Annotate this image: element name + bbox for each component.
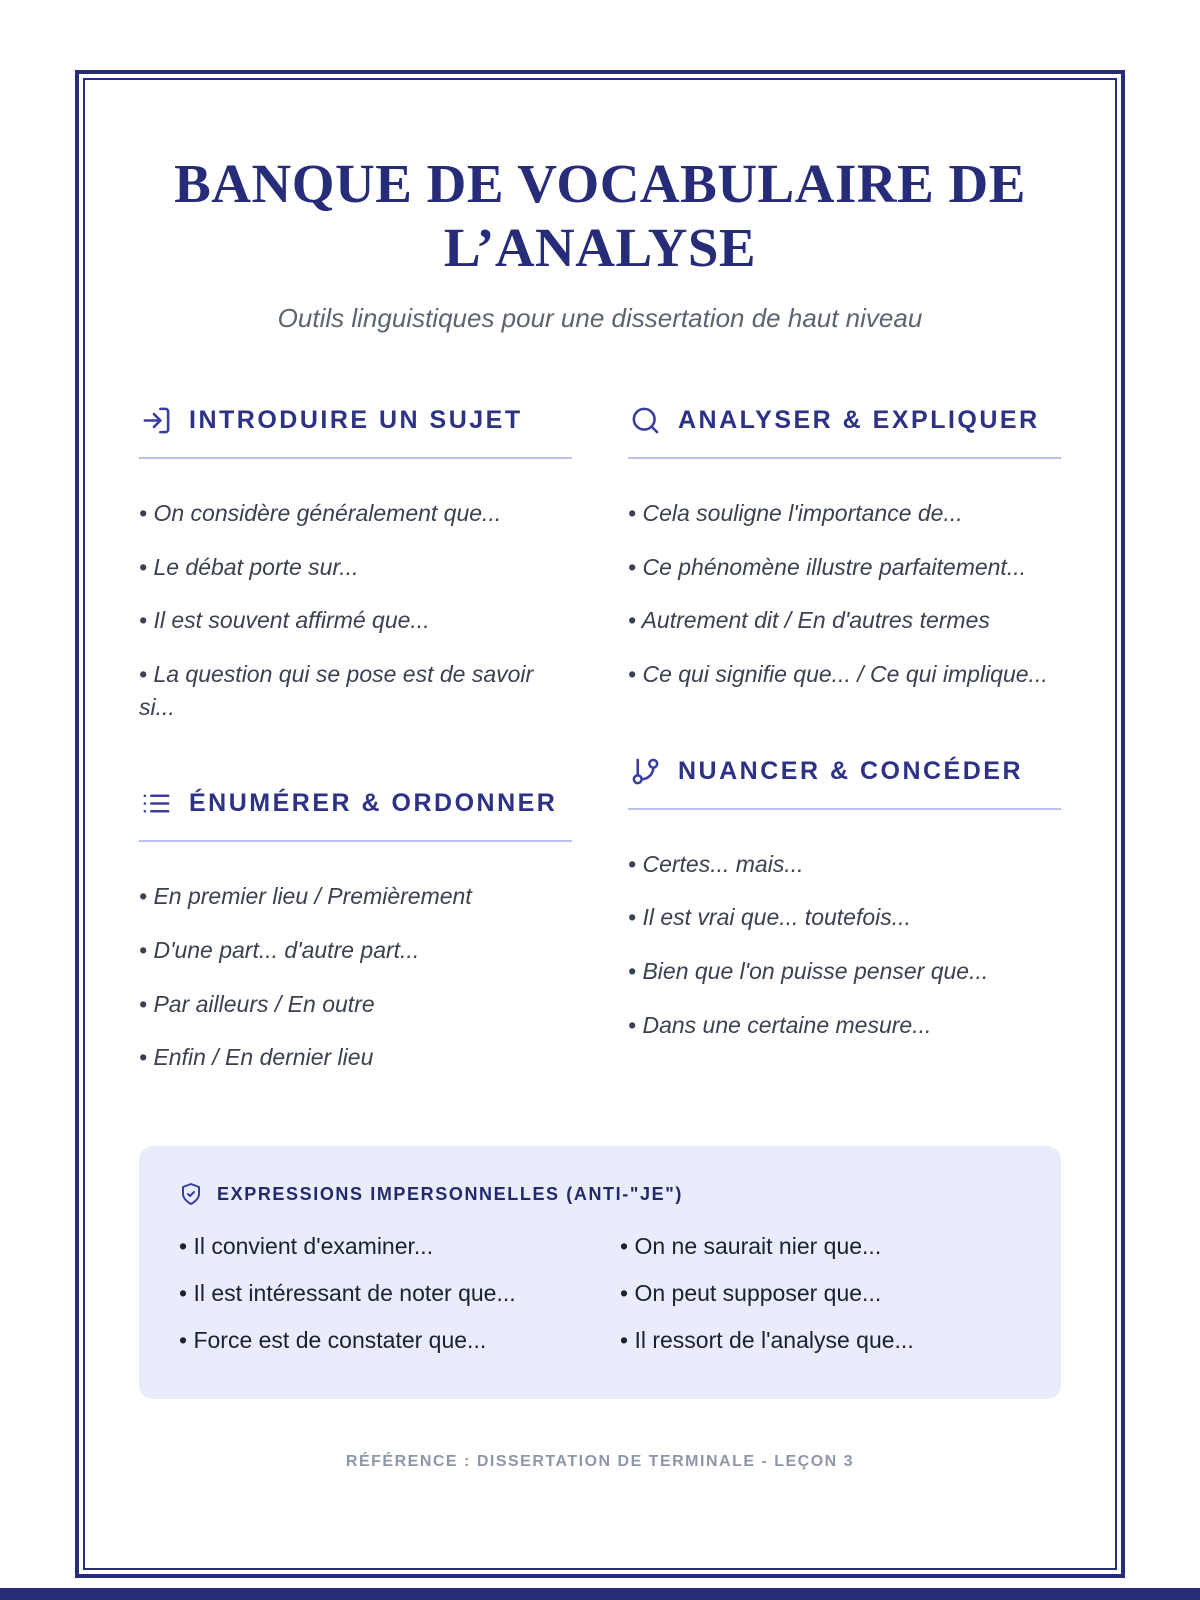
phrase-item: • Bien que l'on puisse penser que... bbox=[628, 955, 1061, 988]
phrase-item: • Ce phénomène illustre parfaitement... bbox=[628, 551, 1061, 584]
section-header bbox=[628, 400, 1061, 441]
list-icon bbox=[139, 788, 173, 819]
section-title: ANALYSER & EXPLIQUER bbox=[678, 405, 1040, 434]
box-item: • On ne saurait nier que... bbox=[620, 1232, 1021, 1262]
phrase-item: • Il est vrai que... toutefois... bbox=[628, 901, 1061, 934]
phrase-item: • Par ailleurs / En outre bbox=[139, 988, 572, 1021]
section-divider bbox=[139, 457, 572, 459]
phrase-item: • Enfin / En dernier lieu bbox=[139, 1041, 572, 1074]
phrase-list bbox=[139, 497, 572, 723]
branch-icon bbox=[628, 756, 662, 787]
phrase-item: • La question qui se pose est de savoir si... bbox=[139, 658, 572, 723]
section-title: INTRODUIRE UN SUJET bbox=[189, 405, 523, 434]
section-header bbox=[139, 783, 572, 824]
box-item: • Force est de constater que... bbox=[179, 1326, 580, 1356]
page-title: BANQUE DE VOCABULAIRE DE L’ANALYSE bbox=[174, 153, 1026, 279]
left-column bbox=[139, 400, 572, 1134]
page-border-frame bbox=[75, 70, 1125, 1578]
box-column-right bbox=[620, 1232, 1021, 1373]
section-divider bbox=[628, 808, 1061, 810]
section-divider bbox=[139, 840, 572, 842]
box-header bbox=[179, 1182, 1021, 1206]
phrase-item: • On considère généralement que... bbox=[139, 497, 572, 530]
page-inner-frame bbox=[83, 78, 1117, 1570]
box-title: EXPRESSIONS IMPERSONNELLES (ANTI-"JE") bbox=[217, 1183, 683, 1204]
section-title: ÉNUMÉRER & ORDONNER bbox=[189, 789, 558, 818]
impersonal-expressions-box bbox=[139, 1146, 1061, 1399]
phrase-item: • Autrement dit / En d'autres termes bbox=[628, 604, 1061, 637]
phrase-item: • Certes... mais... bbox=[628, 848, 1061, 881]
phrase-item: • Dans une certaine mesure... bbox=[628, 1009, 1061, 1042]
phrase-item: • Il est souvent affirmé que... bbox=[139, 604, 572, 637]
phrase-item: • Le débat porte sur... bbox=[139, 551, 572, 584]
log-in-icon bbox=[139, 405, 173, 436]
section-analyser-expliquer bbox=[628, 400, 1061, 691]
section-header bbox=[628, 751, 1061, 792]
section-columns bbox=[139, 400, 1061, 1134]
section-header bbox=[139, 400, 572, 441]
phrase-item: • Cela souligne l'importance de... bbox=[628, 497, 1061, 530]
right-column bbox=[628, 400, 1061, 1134]
box-item: • Il ressort de l'analyse que... bbox=[620, 1326, 1021, 1356]
box-columns bbox=[179, 1232, 1021, 1373]
box-item: • Il convient d'examiner... bbox=[179, 1232, 580, 1262]
search-icon bbox=[628, 405, 662, 436]
phrase-item: • En premier lieu / Premièrement bbox=[139, 880, 572, 913]
phrase-list bbox=[139, 880, 572, 1074]
box-column-left bbox=[179, 1232, 580, 1373]
section-title: NUANCER & CONCÉDER bbox=[678, 756, 1024, 785]
section-enumerer-ordonner bbox=[139, 783, 572, 1074]
phrase-item: • Ce qui signifie que... / Ce qui implique... bbox=[628, 658, 1061, 691]
shield-check-icon bbox=[179, 1182, 203, 1206]
section-introduire-un-sujet bbox=[139, 400, 572, 724]
phrase-list bbox=[628, 848, 1061, 1042]
reference-footer: RÉFÉRENCE : DISSERTATION DE TERMINALE - LEÇON 3 bbox=[345, 1452, 855, 1470]
phrase-item: • D'une part... d'autre part... bbox=[139, 934, 572, 967]
page-bottom-bar bbox=[0, 1588, 1200, 1600]
section-divider bbox=[628, 457, 1061, 459]
page-subtitle: Outils linguistiques pour une dissertation de haut niveau bbox=[277, 302, 923, 333]
box-item: • On peut supposer que... bbox=[620, 1279, 1021, 1309]
section-nuancer-conceder bbox=[628, 751, 1061, 1042]
phrase-list bbox=[628, 497, 1061, 691]
box-item: • Il est intéressant de noter que... bbox=[179, 1279, 580, 1309]
